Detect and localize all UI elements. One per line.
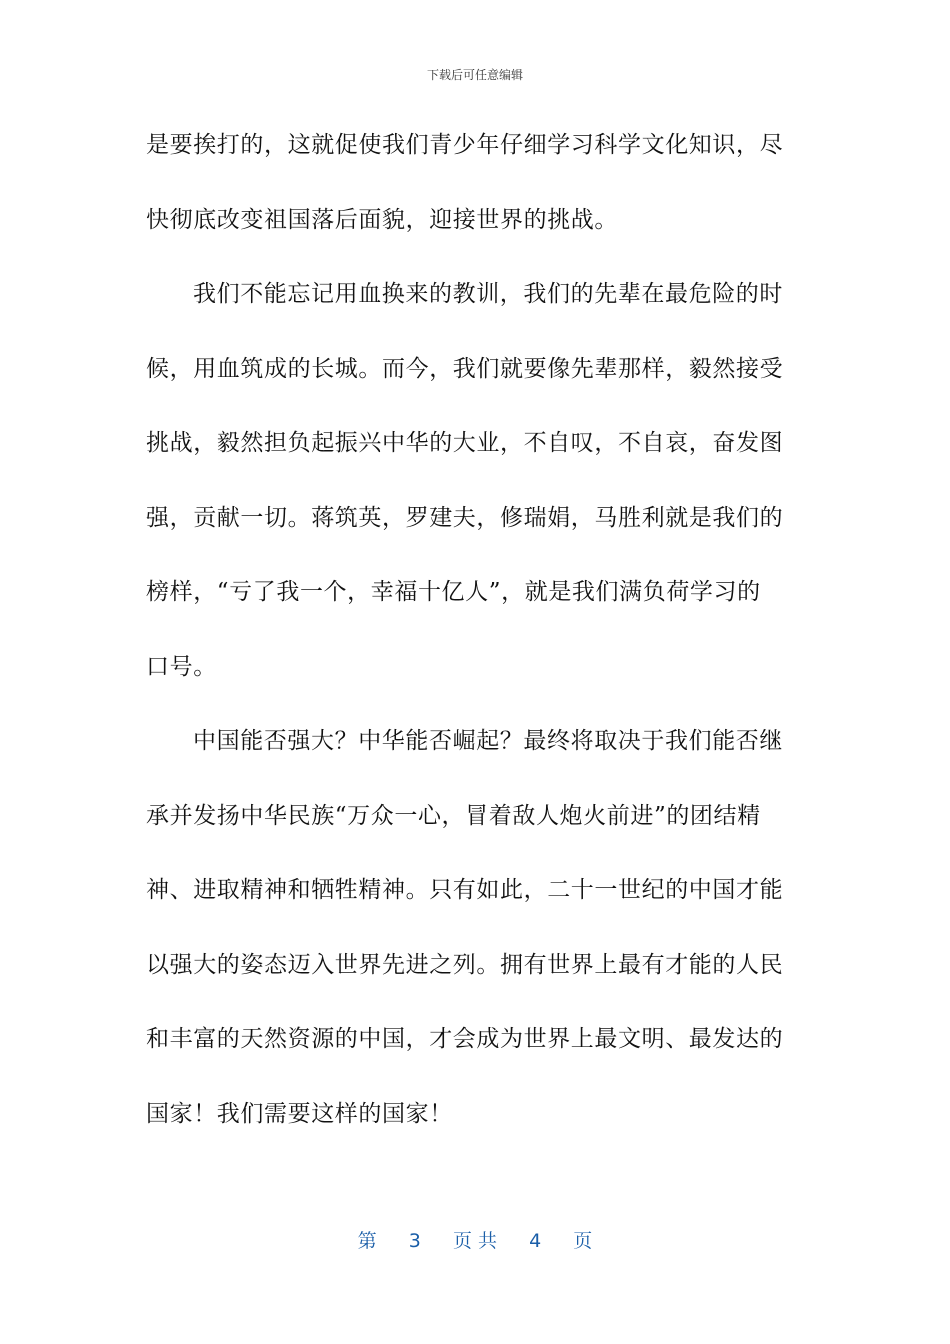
- body-line: 强，贡献一切。蒋筑英，罗建夫，修瑞娟，马胜利就是我们的: [146, 504, 784, 531]
- footer-middle: 页 共: [452, 1230, 498, 1252]
- body-line: 承并发扬中华民族“万众一心，冒着敌人炮火前进”的团结精: [146, 802, 761, 829]
- footer-total-pages: 4: [529, 1230, 542, 1252]
- body-line: 国家！我们需要这样的国家！: [146, 1100, 453, 1127]
- body-line: 和丰富的天然资源的中国，才会成为世界上最文明、最发达的: [146, 1026, 784, 1052]
- body-line: 是要挨打的，这就促使我们青少年仔细学习科学文化知识，尽: [146, 132, 784, 158]
- body-line: 候，用血筑成的长城。而今，我们就要像先辈那样，毅然接受: [146, 355, 784, 382]
- footer-current-page: 3: [408, 1230, 421, 1252]
- document-body: [146, 108, 796, 1151]
- paragraph-start-line: 中国能否强大？中华能否崛起？最终将取决于我们能否继: [193, 728, 783, 754]
- body-line: 快彻底改变祖国落后面貌，迎接世界的挑战。: [146, 206, 618, 233]
- footer-prefix: 第: [357, 1230, 377, 1252]
- body-line: 以强大的姿态迈入世界先进之列。拥有世界上最有才能的人民: [146, 951, 784, 978]
- body-line: 榜样，“亏了我一个，幸福十亿人”，就是我们满负荷学习的: [146, 579, 761, 605]
- header-note: 下载后可任意编辑: [426, 68, 523, 82]
- paragraph-start-line: 我们不能忘记用血换来的教训，我们的先辈在最危险的时: [193, 281, 783, 307]
- page-footer: [0, 1226, 950, 1253]
- body-line: 神、进取精神和牺牲精神。只有如此，二十一世纪的中国才能: [146, 877, 784, 903]
- body-line: 口号。: [146, 653, 217, 680]
- body-line: 挑战，毅然担负起振兴中华的大业，不自叹，不自哀，奋发图: [146, 430, 784, 456]
- footer-suffix: 页: [573, 1230, 593, 1252]
